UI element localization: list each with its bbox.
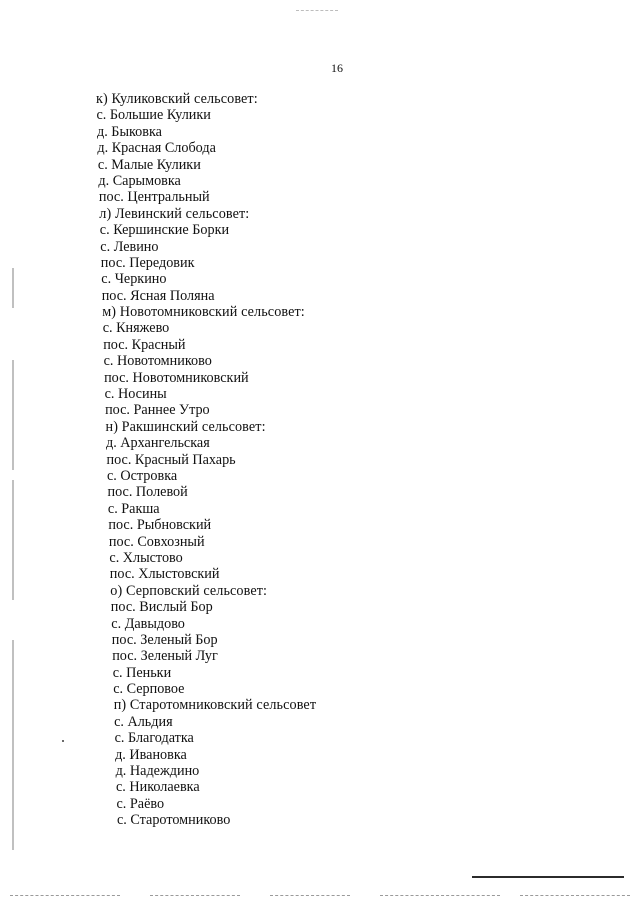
settlement-item: с. Серповое bbox=[113, 681, 185, 698]
settlement-item: с. Носины bbox=[104, 386, 167, 403]
scan-artifact-bottom bbox=[10, 895, 120, 897]
scan-artifact-bottom bbox=[380, 895, 500, 897]
settlement-item: с. Княжево bbox=[102, 320, 170, 337]
settlement-item: д. Сарымовка bbox=[98, 172, 181, 189]
council-heading: п) Старотомниковский сельсовет bbox=[113, 697, 317, 714]
scan-artifact-top bbox=[296, 10, 338, 12]
settlement-item: с. Альдия bbox=[114, 713, 173, 730]
settlement-item: пос. Красный Пахарь bbox=[106, 451, 236, 468]
settlement-item: с. Новотомниково bbox=[103, 353, 212, 370]
council-heading: о) Серповский сельсовет: bbox=[110, 582, 268, 599]
settlement-item: с. Хлыстово bbox=[109, 549, 183, 566]
settlement-item: с. Кершинские Борки bbox=[99, 222, 230, 239]
settlement-item: с. Черкино bbox=[101, 271, 167, 288]
settlement-item: пос. Вислый Бор bbox=[110, 599, 213, 616]
settlement-item: с. Давыдово bbox=[111, 615, 185, 632]
scan-artifact-bottom bbox=[270, 895, 350, 897]
settlement-item: пос. Полевой bbox=[107, 484, 188, 501]
settlement-item: д. Быковка bbox=[97, 123, 162, 140]
page-number: 16 bbox=[331, 61, 343, 75]
council-heading: н) Ракшинский сельсовет: bbox=[105, 418, 266, 435]
footer-rule bbox=[472, 876, 624, 878]
scan-artifact-bottom bbox=[520, 895, 630, 897]
settlement-item: пос. Красный bbox=[103, 336, 186, 353]
settlement-item: с. Малые Кулики bbox=[97, 156, 201, 173]
settlement-item: с. Ракша bbox=[107, 500, 160, 517]
scan-artifact-bottom bbox=[150, 895, 240, 897]
settlement-item: с. Благодатка bbox=[114, 730, 194, 747]
settlement-item: пос. Совхозный bbox=[108, 533, 205, 550]
settlement-item: д. Ивановка bbox=[115, 746, 187, 763]
settlement-item: пос. Зеленый Луг bbox=[112, 648, 218, 665]
settlement-item: с. Раёво bbox=[116, 795, 165, 812]
settlement-item: с. Николаевка bbox=[116, 779, 200, 796]
settlement-item: д. Архангельская bbox=[106, 435, 210, 452]
council-heading: л) Левинский сельсовет: bbox=[99, 205, 250, 222]
council-heading: к) Куликовский сельсовет: bbox=[96, 91, 258, 107]
settlement-item: с. Старотомниково bbox=[117, 812, 231, 829]
settlement-item: с. Левино bbox=[100, 238, 159, 255]
settlement-item: пос. Новотомниковский bbox=[104, 369, 249, 386]
settlement-item: с. Островка bbox=[107, 467, 178, 484]
settlement-item: с. Большие Кулики bbox=[96, 107, 211, 124]
settlement-item: пос. Передовик bbox=[100, 254, 195, 271]
council-heading: м) Новотомниковский сельсовет: bbox=[102, 304, 305, 321]
settlement-item: пос. Рыбновский bbox=[108, 517, 212, 534]
settlement-list bbox=[0, 91, 316, 829]
settlement-item: д. Красная Слобода bbox=[97, 140, 216, 157]
settlement-item: пос. Хлыстовский bbox=[109, 566, 220, 583]
settlement-item: пос. Центральный bbox=[98, 189, 210, 206]
settlement-item: пос. Ясная Поляна bbox=[101, 287, 215, 304]
settlement-item: с. Пеньки bbox=[112, 664, 172, 681]
settlement-item: д. Надеждино bbox=[115, 763, 200, 780]
settlement-item: пос. Зеленый Бор bbox=[111, 631, 218, 648]
settlement-item: пос. Раннее Утро bbox=[105, 402, 210, 419]
